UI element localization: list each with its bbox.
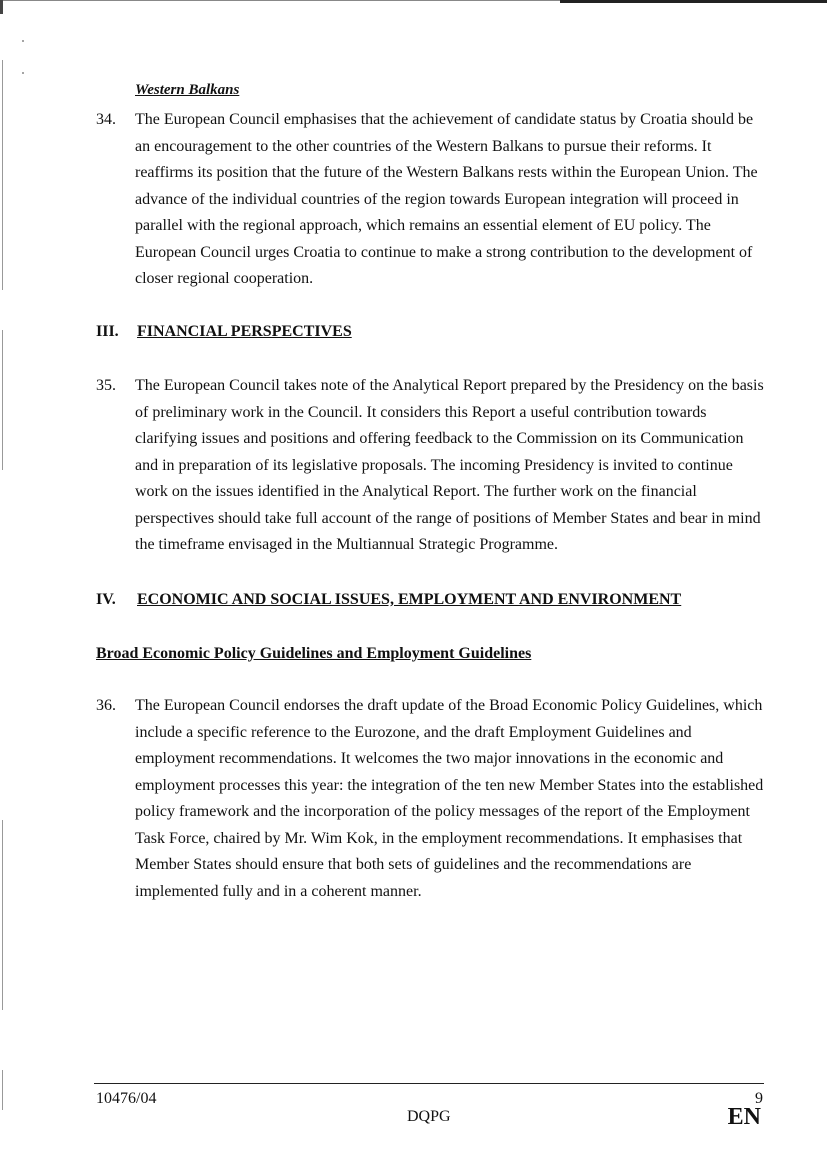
paragraph-text: The European Council emphasises that the achievement of candidate status by Croatia should be an encouragement to the other countries of the Western Balkans to pursue their reforms. It reaffirms its position that the future of the Western Balkans rests within the European Union. The advance of the individual countries of the region towards European integration will proceed in parallel with the regional approach, which remains an essential element of EU policy. The European Council urges Croatia to continue to make a strong contribution to the development of closer regional cooperation.	[135, 111, 758, 287]
paragraph-36	[96, 693, 764, 905]
section-title: FINANCIAL PERSPECTIVES	[137, 323, 352, 340]
footer-doc-ref: 10476/04	[96, 1090, 157, 1107]
paragraph-number: 34.	[96, 111, 116, 128]
paragraph-number: 35.	[96, 377, 116, 394]
paragraph-number: 36.	[96, 697, 116, 714]
paragraph-text: The European Council takes note of the Analytical Report prepared by the Presidency on the basis of preliminary work in the Council. It considers this Report a useful contribution towards clarifying issues and positions and offering feedback to the Commission on its Communication and in preparation of its legislative proposals. The incoming Presidency is invited to continue work on the issues identified in the Analytical Report. The further work on the financial perspectives should take full account of the range of positions of Member States and bear in mind the timeframe envisaged in the Multiannual Strategic Programme.	[135, 377, 764, 553]
section-number: IV.	[96, 591, 116, 608]
footer-language: EN	[727, 1104, 761, 1130]
paragraph-34	[96, 107, 764, 293]
section-title: ECONOMIC AND SOCIAL ISSUES, EMPLOYMENT AND ENVIRONMENT	[137, 591, 682, 608]
subheading-guidelines: Broad Economic Policy Guidelines and Employment Guidelines	[96, 645, 532, 662]
footer-unit: DQPG	[407, 1108, 451, 1125]
footer-page-number: 9	[755, 1090, 763, 1107]
footer-rule	[94, 1083, 764, 1084]
paragraph-text: The European Council endorses the draft update of the Broad Economic Policy Guidelines, which include a specific reference to the Eurozone, and the draft Employment Guidelines and employment recommendations. It welcomes the two major innovations in the economic and employment processes this year: the integration of the ten new Member States into the established policy framework and the incorporation of the policy messages of the report of the Employment Task Force, chaired by Mr. Wim Kok, in the employment recommendations. It emphasises that Member States should ensure that both sets of guidelines and the recommendations are implemented fully and in a coherent manner.	[135, 697, 764, 900]
subheading-western-balkans: Western Balkans	[135, 82, 240, 98]
section-number: III.	[96, 323, 119, 340]
paragraph-35	[96, 373, 764, 559]
